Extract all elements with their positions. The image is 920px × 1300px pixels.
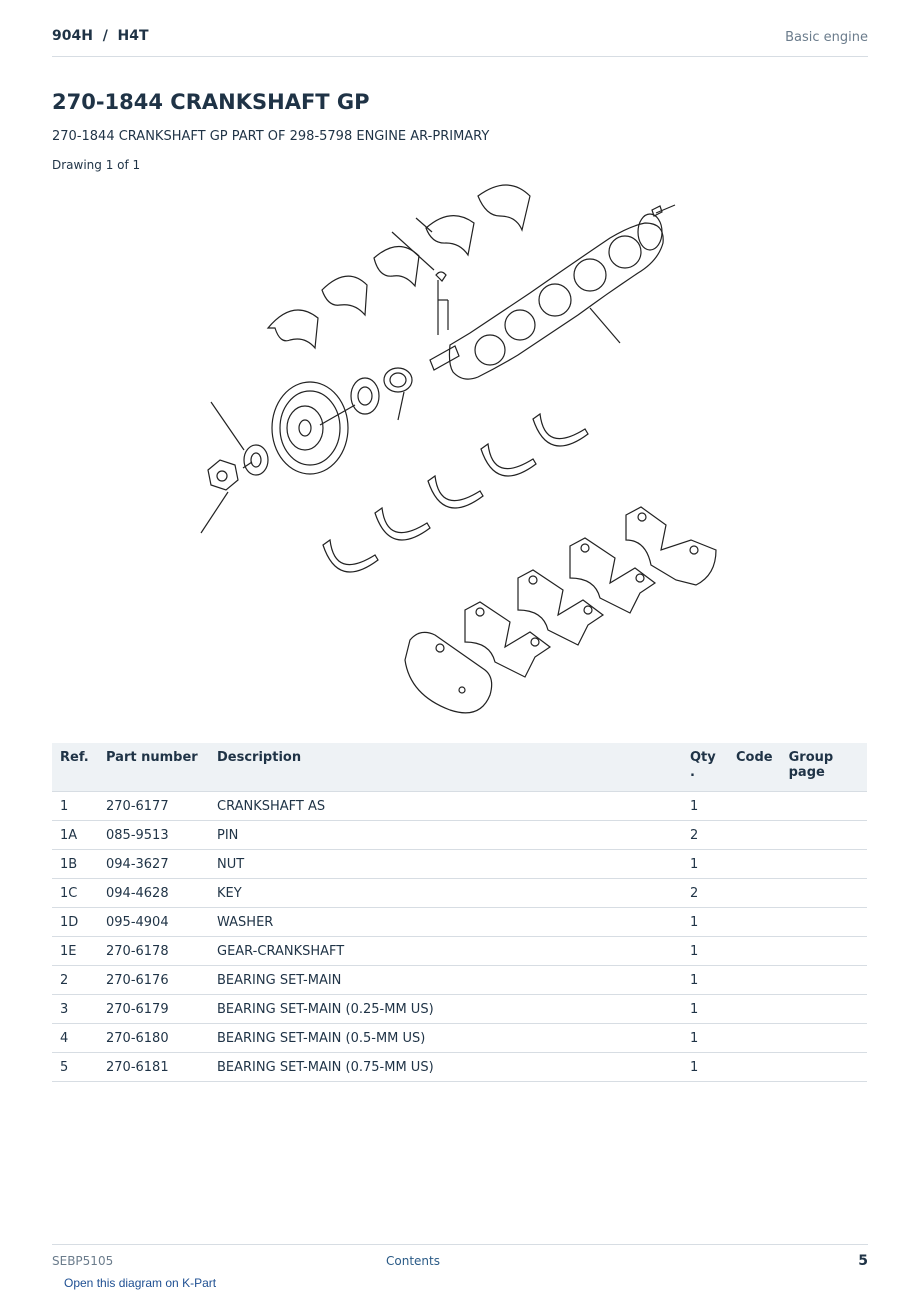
cell-ref: 5 [52, 1053, 98, 1082]
cell-qty: 1 [682, 1024, 728, 1053]
cell-group-page [781, 1024, 867, 1053]
cell-description: KEY [209, 879, 682, 908]
contents-link[interactable]: Contents [386, 1254, 440, 1268]
cell-description: BEARING SET-MAIN (0.25-MM US) [209, 995, 682, 1024]
cell-part-number: 270-6179 [98, 995, 209, 1024]
table-row [52, 879, 867, 908]
cell-code [728, 1053, 781, 1082]
cell-description: PIN [209, 821, 682, 850]
lower-bearing-shells [323, 414, 588, 572]
cell-code [728, 821, 781, 850]
cell-group-page [781, 792, 867, 821]
cell-part-number: 270-6176 [98, 966, 209, 995]
cell-group-page [781, 937, 867, 966]
cell-code [728, 850, 781, 879]
cell-description: BEARING SET-MAIN [209, 966, 682, 995]
cell-code [728, 995, 781, 1024]
cell-code [728, 792, 781, 821]
cell-ref: 1D [52, 908, 98, 937]
col-description: Description [209, 743, 682, 792]
drawing-counter: Drawing 1 of 1 [52, 158, 141, 172]
cell-group-page [781, 821, 867, 850]
table-row [52, 908, 867, 937]
cell-code [728, 908, 781, 937]
cell-group-page [781, 908, 867, 937]
cell-qty: 2 [682, 821, 728, 850]
cell-qty: 1 [682, 1053, 728, 1082]
crankshaft-gear [384, 368, 412, 420]
cell-group-page [781, 850, 867, 879]
table-row [52, 966, 867, 995]
cell-description: BEARING SET-MAIN (0.5-MM US) [209, 1024, 682, 1053]
upper-bearing-shells [268, 185, 530, 348]
page-subtitle: 270-1844 CRANKSHAFT GP PART OF 298-5798 ENGINE AR-PRIMARY [52, 129, 490, 144]
section-label: Basic engine [785, 30, 868, 45]
cell-part-number: 270-6178 [98, 937, 209, 966]
kpart-link[interactable]: Open this diagram on K-Part [64, 1276, 217, 1290]
cell-ref: 1E [52, 937, 98, 966]
model-label: 904H / H4T [52, 28, 149, 44]
page-header [52, 28, 868, 57]
col-ref: Ref. [52, 743, 98, 792]
main-bearing-caps [405, 507, 716, 713]
cell-ref: 1C [52, 879, 98, 908]
cell-code [728, 966, 781, 995]
crankshaft-exploded-diagram [190, 182, 730, 727]
cell-ref: 3 [52, 995, 98, 1024]
col-code: Code [728, 743, 781, 792]
table-row [52, 1024, 867, 1053]
cell-qty: 1 [682, 908, 728, 937]
parts-table [52, 743, 867, 1082]
cell-part-number: 270-6181 [98, 1053, 209, 1082]
cell-description: NUT [209, 850, 682, 879]
cell-group-page [781, 1053, 867, 1082]
col-group-page: Group page [781, 743, 867, 792]
col-qty: Qty . [682, 743, 728, 792]
page-number: 5 [858, 1253, 868, 1269]
cell-ref: 1B [52, 850, 98, 879]
table-row [52, 792, 867, 821]
cell-group-page [781, 995, 867, 1024]
table-row [52, 1053, 867, 1082]
cell-part-number: 095-4904 [98, 908, 209, 937]
cell-description: WASHER [209, 908, 682, 937]
cell-part-number: 085-9513 [98, 821, 209, 850]
table-row [52, 937, 867, 966]
cell-qty: 1 [682, 995, 728, 1024]
cell-description: GEAR-CRANKSHAFT [209, 937, 682, 966]
document-id: SEBP5105 [52, 1254, 114, 1268]
cell-ref: 4 [52, 1024, 98, 1053]
table-row [52, 821, 867, 850]
cell-part-number: 094-4628 [98, 879, 209, 908]
table-row [52, 850, 867, 879]
cell-ref: 2 [52, 966, 98, 995]
table-row [52, 995, 867, 1024]
cell-qty: 1 [682, 966, 728, 995]
crankshaft [430, 214, 663, 379]
cell-part-number: 094-3627 [98, 850, 209, 879]
cell-description: CRANKSHAFT AS [209, 792, 682, 821]
cell-ref: 1 [52, 792, 98, 821]
cell-ref: 1A [52, 821, 98, 850]
table-header-row [52, 743, 867, 792]
cell-description: BEARING SET-MAIN (0.75-MM US) [209, 1053, 682, 1082]
page-footer [52, 1244, 868, 1275]
cell-qty: 1 [682, 850, 728, 879]
cell-part-number: 270-6177 [98, 792, 209, 821]
crankshaft-pulley [272, 382, 355, 474]
cell-code [728, 1024, 781, 1053]
col-part-number: Part number [98, 743, 209, 792]
cell-part-number: 270-6180 [98, 1024, 209, 1053]
page-title: 270-1844 CRANKSHAFT GP [52, 90, 370, 114]
cell-group-page [781, 966, 867, 995]
cell-group-page [781, 879, 867, 908]
cell-qty: 2 [682, 879, 728, 908]
cell-qty: 1 [682, 792, 728, 821]
cell-code [728, 937, 781, 966]
cell-code [728, 879, 781, 908]
cell-qty: 1 [682, 937, 728, 966]
